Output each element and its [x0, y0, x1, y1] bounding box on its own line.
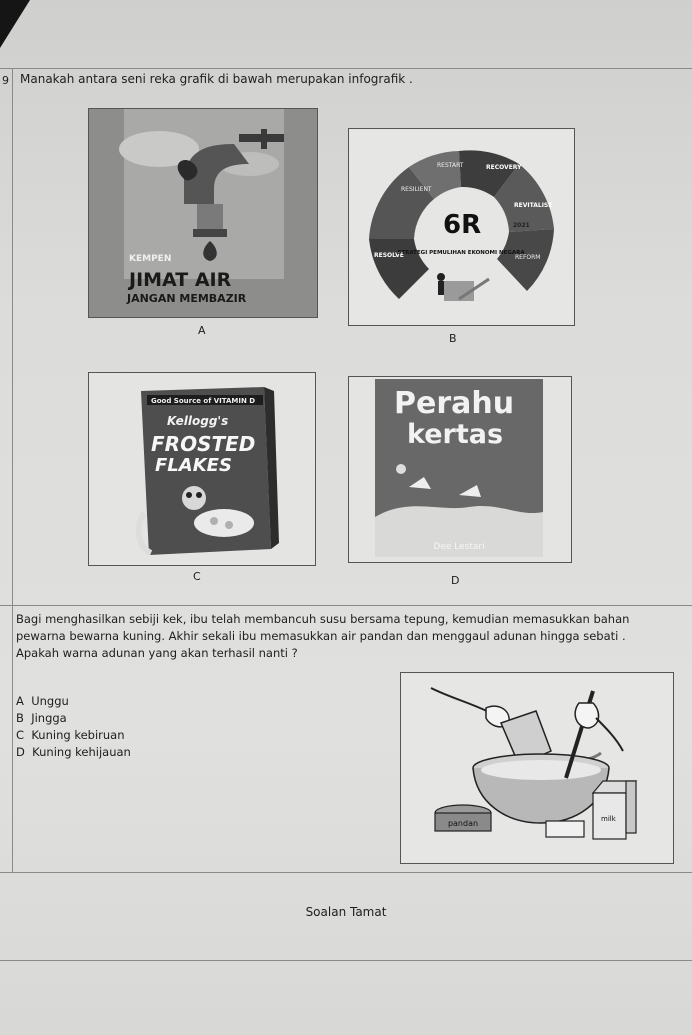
caption-c: C	[193, 570, 201, 583]
image-d-book-cover	[348, 376, 572, 563]
cereal-title-line1: FROSTED	[151, 432, 256, 456]
infographic-subtitle: STRATEGI PEMULIHAN EKONOMI NEGARA	[397, 250, 525, 256]
segment-resilient: RESILIENT	[401, 186, 432, 193]
cereal-title-line2: FLAKES	[155, 455, 232, 476]
mixing-bowl-illustration	[400, 672, 674, 864]
option-a[interactable]: A Unggu	[16, 694, 69, 708]
page-corner-shadow	[0, 0, 30, 48]
segment-reform: REFORM	[515, 254, 541, 261]
segment-resolve: RESOLVE	[374, 252, 404, 259]
option-d[interactable]: D Kuning kehijauan	[16, 745, 131, 759]
divider-line	[0, 605, 692, 606]
poster-title-text: JIMAT AIR	[129, 269, 232, 291]
infographic-center-title: 6R	[443, 210, 482, 240]
question-1-text: Manakah antara seni reka grafik di bawah merupakan infografik .	[20, 72, 413, 86]
segment-revitalise: REVITALISE	[514, 202, 553, 209]
poster-subtitle-text: JANGAN MEMBAZIR	[127, 292, 247, 305]
poster-kempen-text: KEMPEN	[129, 254, 172, 264]
book-title-line1: Perahu	[394, 386, 515, 421]
segment-restart: RESTART	[437, 162, 464, 169]
table-left-border	[12, 68, 13, 872]
segment-recovery: RECOVERY	[486, 164, 522, 171]
question-2-paragraph	[16, 611, 676, 662]
caption-b: B	[449, 332, 457, 345]
question-2-prompt: Apakah warna adunan yang akan terhasil nanti ?	[16, 646, 298, 660]
option-c[interactable]: C Kuning kebiruan	[16, 728, 125, 742]
book-author: Dee Lestari	[433, 542, 485, 552]
table-top-line	[0, 68, 692, 69]
answer-options	[16, 693, 131, 761]
infographic-year: 2021	[513, 222, 530, 229]
question-2-scenario: Bagi menghasilkan sebiji kek, ibu telah membancuh susu bersama tepung, kemudian memasukkan bahan pewarna bewarna kuning. Akhir sekali ibu memasukkan air pandan dan menggaul adunan hingga sebati .	[16, 612, 630, 643]
caption-a: A	[198, 324, 206, 337]
cereal-brand: Kellogg's	[167, 414, 229, 428]
image-a-poster	[88, 108, 318, 318]
table-bottom-line	[0, 872, 692, 873]
end-of-paper-text: Soalan Tamat	[305, 905, 387, 919]
milk-carton-label: milk	[601, 815, 616, 823]
pandan-label: pandan	[447, 819, 479, 828]
image-c-cereal-box	[88, 372, 316, 566]
caption-d: D	[451, 574, 460, 587]
cereal-vitamin-banner: Good Source of VITAMIN D	[151, 397, 256, 405]
option-b[interactable]: B Jingga	[16, 711, 67, 725]
question-number: 9	[2, 74, 9, 87]
footer-line	[0, 960, 692, 961]
book-title-line2: kertas	[407, 419, 504, 450]
image-b-infographic	[348, 128, 575, 326]
